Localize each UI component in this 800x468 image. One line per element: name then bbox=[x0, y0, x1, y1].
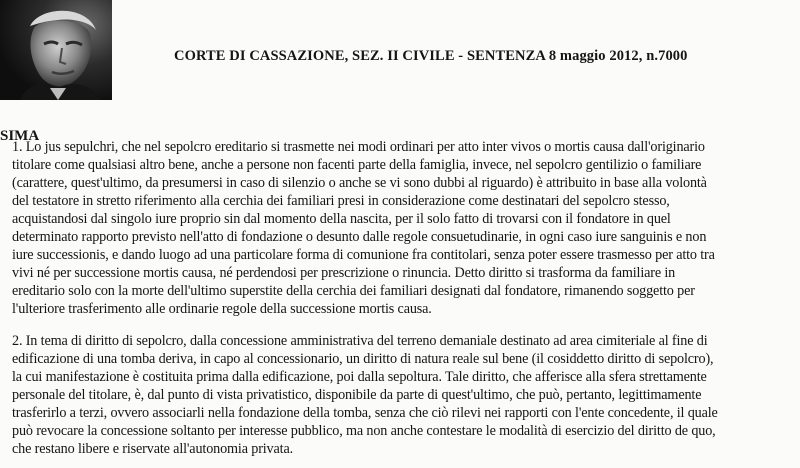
paragraph-1 bbox=[12, 138, 794, 318]
paragraph-line: determinato rapporto previsto nell'atto di fondazione o desunto dalle regole consuetudinarie, in ogni caso iure sanguinis e non bbox=[12, 229, 707, 245]
paragraph-line: l'ulteriore trasferimento alle ordinarie regole della successione mortis causa. bbox=[12, 301, 432, 317]
paragraph-2 bbox=[12, 332, 794, 458]
document-title: CORTE DI CASSAZIONE, SEZ. II CIVILE - SENTENZA 8 maggio 2012, n.7000 bbox=[174, 48, 688, 64]
author-portrait-photo bbox=[0, 0, 112, 100]
paragraph-line: 2. In tema di diritto di sepolcro, dalla concessione amministrativa del terreno demaniale destinato ad area cimiteriale al fine di bbox=[12, 333, 708, 349]
paragraph-line: 1. Lo jus sepulchri, che nel sepolcro ereditario si trasmette nei modi ordinari per atto inter vivos o mortis causa dall'originario bbox=[12, 139, 705, 155]
portrait-image bbox=[0, 0, 112, 100]
paragraph-line: del testatore in stretto riferimento alla cerchia dei familiari presi in considerazione come destinatari del sepolcro stesso, bbox=[12, 193, 670, 209]
paragraph-line: vivi né per successione mortis causa, né perdendosi per prescrizione o rinuncia. Detto diritto si trasforma da familiare in bbox=[12, 265, 676, 281]
paragraph-line: (carattere, quest'ultimo, da presumersi in caso di silenzio o anche se vi sono dubbi al riguardo) è attribuito in base alla volontà bbox=[12, 175, 707, 191]
paragraph-line: ereditario solo con la morte dell'ultimo superstite della cerchia dei familiari designati dal fondatore, rimanendo soggetto per bbox=[12, 283, 695, 299]
paragraph-line: titolare come qualsiasi altro bene, anche a persone non facenti parte della famiglia, invece, nel sepolcro gentilizio o familiare bbox=[12, 157, 702, 173]
paragraph-line: che restano libere e riservate all'autonomia privata. bbox=[12, 441, 293, 457]
paragraph-line: acquistandosi dal singolo iure proprio sin dal momento della nascita, per il solo fatto di trovarsi con il fondatore in quel bbox=[12, 211, 671, 227]
paragraph-line: personale del titolare, è, dal punto di vista privatistico, disponibile da parte di quest'ultimo, che può, pertanto, legittimamente bbox=[12, 387, 702, 403]
section-heading: SIMA bbox=[0, 128, 40, 144]
paragraph-line: può revocare la concessione soltanto per interesse pubblico, ma non anche contestare le modalità di esercizio del diritto de quo, bbox=[12, 423, 716, 439]
paragraph-line: trasferirlo a terzi, ovvero associarli nella fondazione della tomba, senza che ciò rilevi nei rapporti con l'ente concedente, il quale bbox=[12, 405, 718, 421]
paragraph-line: la cui manifestazione è costituita prima dalla edificazione, poi dalla sepoltura. Tale diritto, che afferisce alla sfera strettamente bbox=[12, 369, 707, 385]
paragraph-line: edificazione di una tomba deriva, in capo al concessionario, un diritto di natura reale sul bene (il cosiddetto diritto di sepolcro), bbox=[12, 351, 714, 367]
paragraph-line: iure successionis, e dando luogo ad una particolare forma di comunione fra contitolari, senza poter essere trasmesso per atto tra bbox=[12, 247, 715, 263]
